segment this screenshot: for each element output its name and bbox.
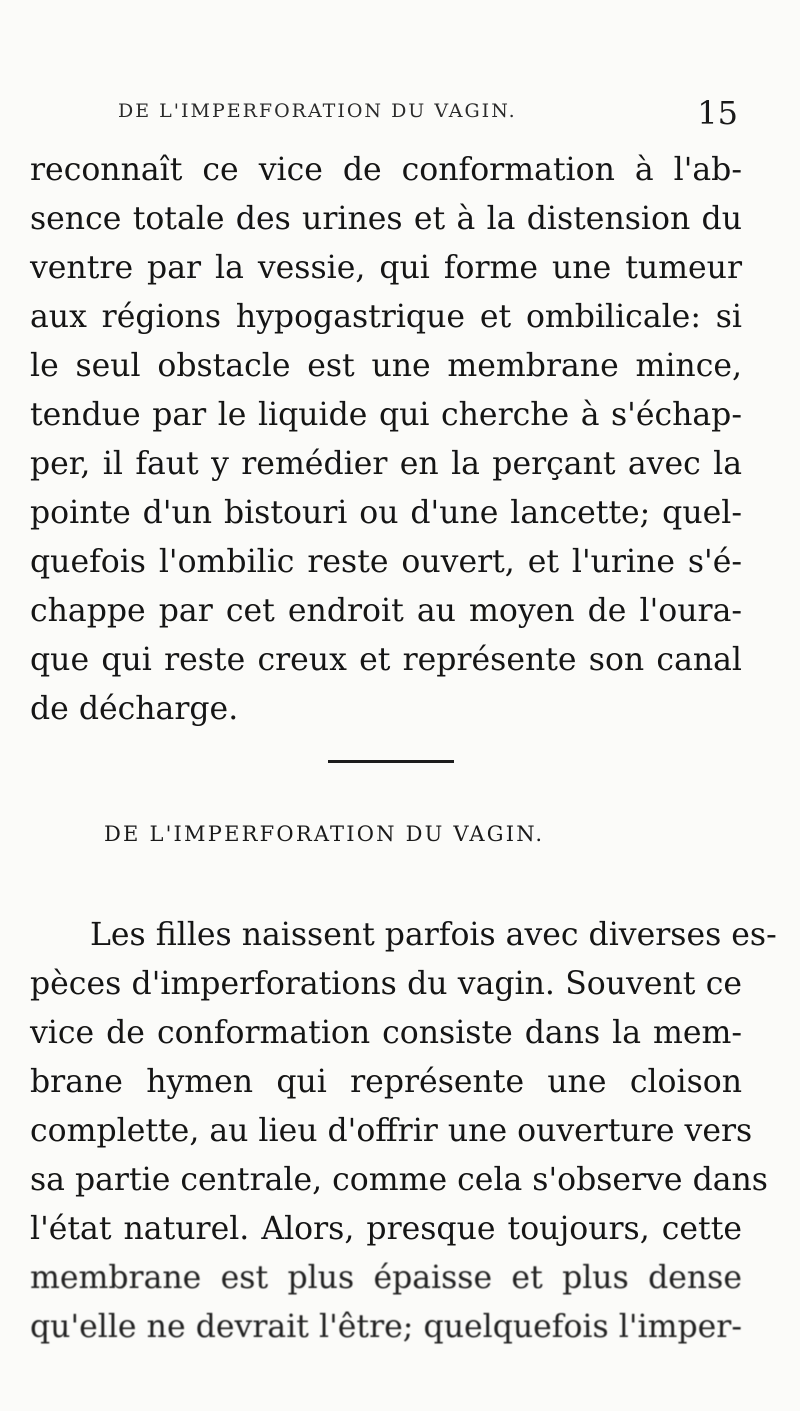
text-line: sence totale des urines et à la distension du — [30, 201, 742, 237]
text-line: qu'elle ne devrait l'être; quelquefois l'imper- — [30, 1309, 742, 1345]
text-line: sa partie centrale, comme cela s'observe dans — [30, 1162, 768, 1198]
section-title: DE L'IMPERFORATION DU VAGIN. — [104, 822, 545, 846]
text-line: chappe par cet endroit au moyen de l'oura- — [30, 593, 742, 629]
text-line: pèces d'imperforations du vagin. Souvent ce — [30, 966, 742, 1002]
page-number: 15 — [697, 94, 738, 132]
text-line: per, il faut y remédier en la perçant avec la — [30, 446, 742, 482]
text-line: Les filles naissent parfois avec diverses es- — [90, 917, 777, 953]
text-line: l'état naturel. Alors, presque toujours, cette — [30, 1211, 742, 1247]
text-line: quefois l'ombilic reste ouvert, et l'urine s'é- — [30, 544, 742, 580]
text-line: tendue par le liquide qui cherche à s'échap- — [30, 397, 742, 433]
text-line: pointe d'un bistouri ou d'une lancette; quel- — [30, 495, 742, 531]
text-line: complette, au lieu d'offrir une ouverture vers — [30, 1113, 753, 1149]
running-head — [118, 96, 738, 132]
text-line: membrane est plus épaisse et plus dense — [30, 1260, 742, 1296]
text-line: de décharge. — [30, 691, 239, 727]
text-line: reconnaît ce vice de conformation à l'ab- — [30, 152, 742, 188]
running-head-title: DE L'IMPERFORATION DU VAGIN. — [118, 100, 517, 122]
text-line: vice de conformation consiste dans la mem- — [30, 1015, 742, 1051]
text-line: le seul obstacle est une membrane mince, — [30, 348, 742, 384]
text-line: ventre par la vessie, qui forme une tumeur — [30, 250, 742, 286]
text-line: que qui reste creux et représente son canal — [30, 642, 742, 678]
text-line: aux régions hypogastrique et ombilicale: si — [30, 299, 742, 335]
section-separator — [328, 760, 454, 763]
text-line: brane hymen qui représente une cloison — [30, 1064, 742, 1100]
